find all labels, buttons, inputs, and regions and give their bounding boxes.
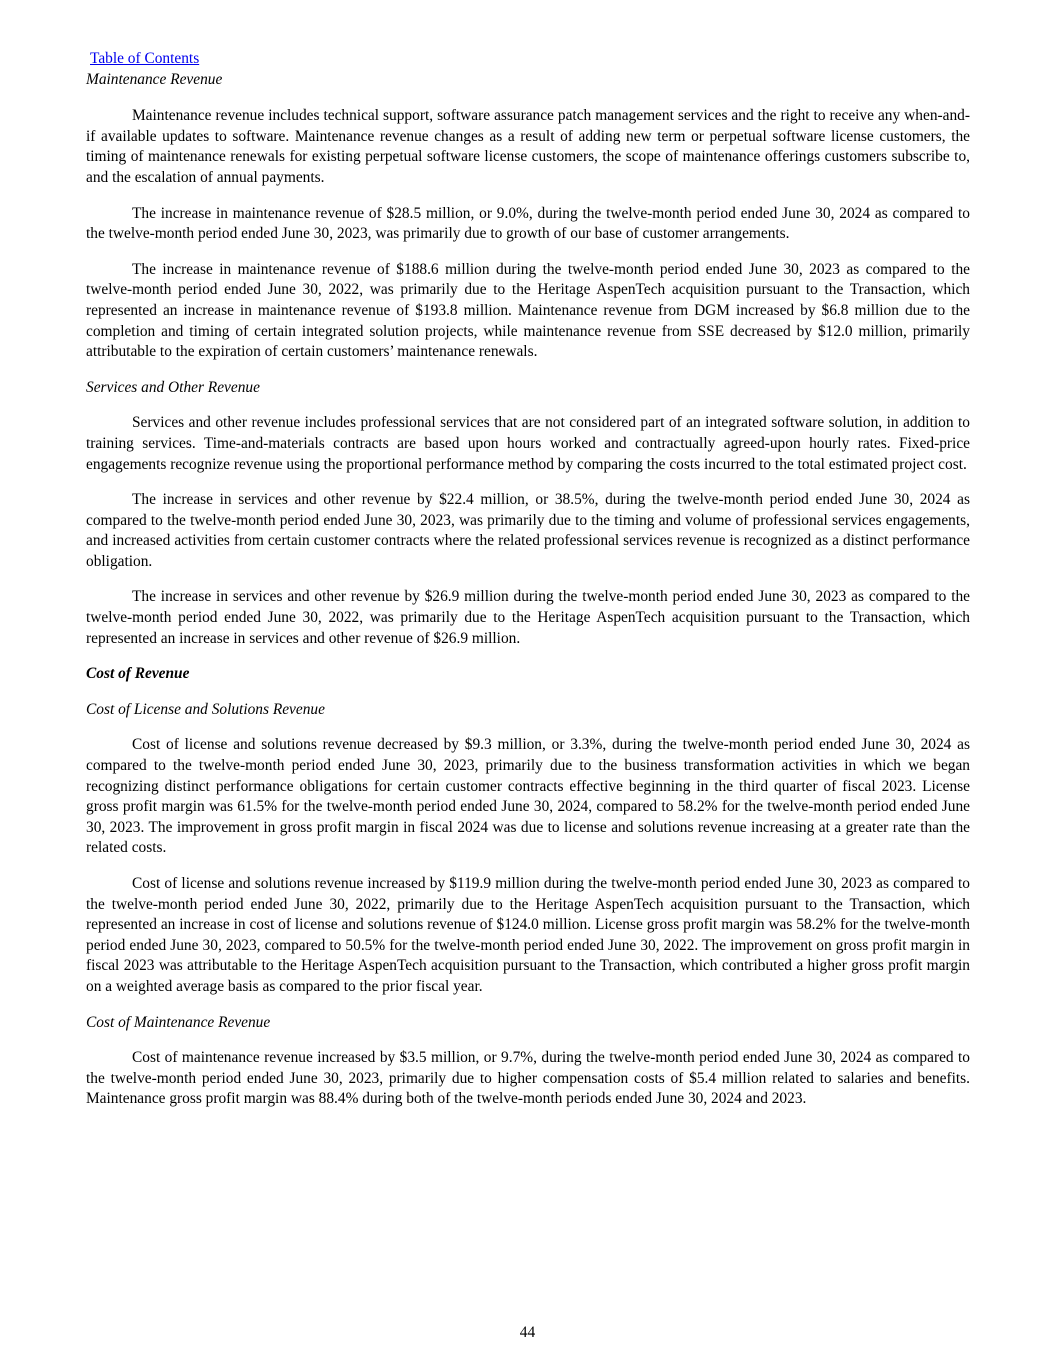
maintenance-revenue-paragraph-3: The increase in maintenance revenue of $188.6 million during the twelve-month period ended June 30, 2023 as compared to the twelve-month period ended June 30, 2022, was primarily due to the Heritage AspenTech acquisition pursuant to the Transaction, which represented an increase in maintenance revenue of $193.8 million. Maintenance revenue from DGM increased by $6.8 million due to the completion and timing of certain integrated solution projects, while maintenance revenue from SSE decreased by $12.0 million, primarily attributable to the expiration of certain customers’ maintenance renewals. (86, 260, 970, 361)
services-revenue-paragraph-1: Services and other revenue includes professional services that are not considered part of an integrated software solution, in addition to training services. Time-and-materials contracts are based upon hours worked and contractually agreed-upon hourly rates. Fixed-price engagements recognize revenue using the proportional performance method by comparing the costs incurred to the total estimated project cost. (86, 414, 970, 473)
cost-license-paragraph-2: Cost of license and solutions revenue increased by $119.9 million during the twelve-month period ended June 30, 2023 as compared to the twelve-month period ended June 30, 2022, primarily due to the Heritage AspenTech acquisition pursuant to the Transaction, which represented an increase in cost of license and solutions revenue of $124.0 million. License gross profit margin was 58.2% for the twelve-month period ended June 30, 2023, compared to 50.5% for the twelve-month period ended June 30, 2022. The improvement on gross profit margin in fiscal 2023 was attributable to the Heritage AspenTech acquisition pursuant to the Transaction, which contributed a higher gross profit margin on a weighted average basis as compared to the prior fiscal year. (86, 875, 970, 995)
maintenance-revenue-heading: Maintenance Revenue (86, 70, 223, 88)
cost-license-paragraph-1: Cost of license and solutions revenue decreased by $9.3 million, or 3.3%, during the twelve-month period ended June 30, 2024 as compared to the twelve-month period ended June 30, 2023, primarily due to the business transformation activities in which we began recognizing distinct performance obligations for certain customer contracts effective beginning in the third quarter of fiscal 2023. License gross profit margin was 61.5% for the twelve-month period ended June 30, 2024, compared to 58.2% for the twelve-month period ended June 30, 2023. The improvement in gross profit margin in fiscal 2024 was due to license and solutions revenue increasing at a greater rate than the related costs. (86, 736, 970, 857)
table-of-contents-link[interactable]: Table of Contents (90, 50, 200, 67)
cost-maintenance-heading: Cost of Maintenance Revenue (86, 1013, 271, 1031)
cost-license-heading: Cost of License and Solutions Revenue (86, 700, 325, 718)
maintenance-revenue-paragraph-1: Maintenance revenue includes technical support, software assurance patch management services and the right to receive any when-and-if available updates to software. Maintenance revenue changes as a result of adding new term or perpetual software license customers, the timing of maintenance renewals for existing perpetual software license customers, the scope of maintenance offerings customers subscribe to, and the escalation of annual payments. (86, 107, 970, 186)
cost-maintenance-paragraph-1: Cost of maintenance revenue increased by $3.5 million, or 9.7%, during the twelve-month period ended June 30, 2024 as compared to the twelve-month period ended June 30, 2023, primarily due to higher compensation costs of $5.4 million related to salaries and benefits. Maintenance gross profit margin was 88.4% during both of the twelve-month periods ended June 30, 2024 and 2023. (86, 1049, 970, 1108)
services-revenue-heading: Services and Other Revenue (86, 378, 260, 396)
maintenance-revenue-paragraph-2: The increase in maintenance revenue of $28.5 million, or 9.0%, during the twelve-month period ended June 30, 2024 as compared to the twelve-month period ended June 30, 2023, was primarily due to growth of our base of customer arrangements. (86, 204, 970, 243)
document-page (86, 49, 970, 1110)
services-revenue-paragraph-2: The increase in services and other revenue by $22.4 million, or 38.5%, during the twelve-month period ended June 30, 2024 as compared to the twelve-month period ended June 30, 2023, was primarily due to the timing and volume of professional services engagements, and increased activities from certain customer contracts where the related professional services revenue is recognized as a distinct performance obligation. (86, 491, 970, 570)
services-revenue-paragraph-3: The increase in services and other revenue by $26.9 million during the twelve-month period ended June 30, 2023 as compared to the twelve-month period ended June 30, 2022, was primarily due to the Heritage AspenTech acquisition pursuant to the Transaction, which represented an increase in services and other revenue of $26.9 million. (86, 588, 970, 647)
page-number: 44 (519, 1324, 536, 1341)
cost-of-revenue-heading: Cost of Revenue (86, 665, 190, 683)
